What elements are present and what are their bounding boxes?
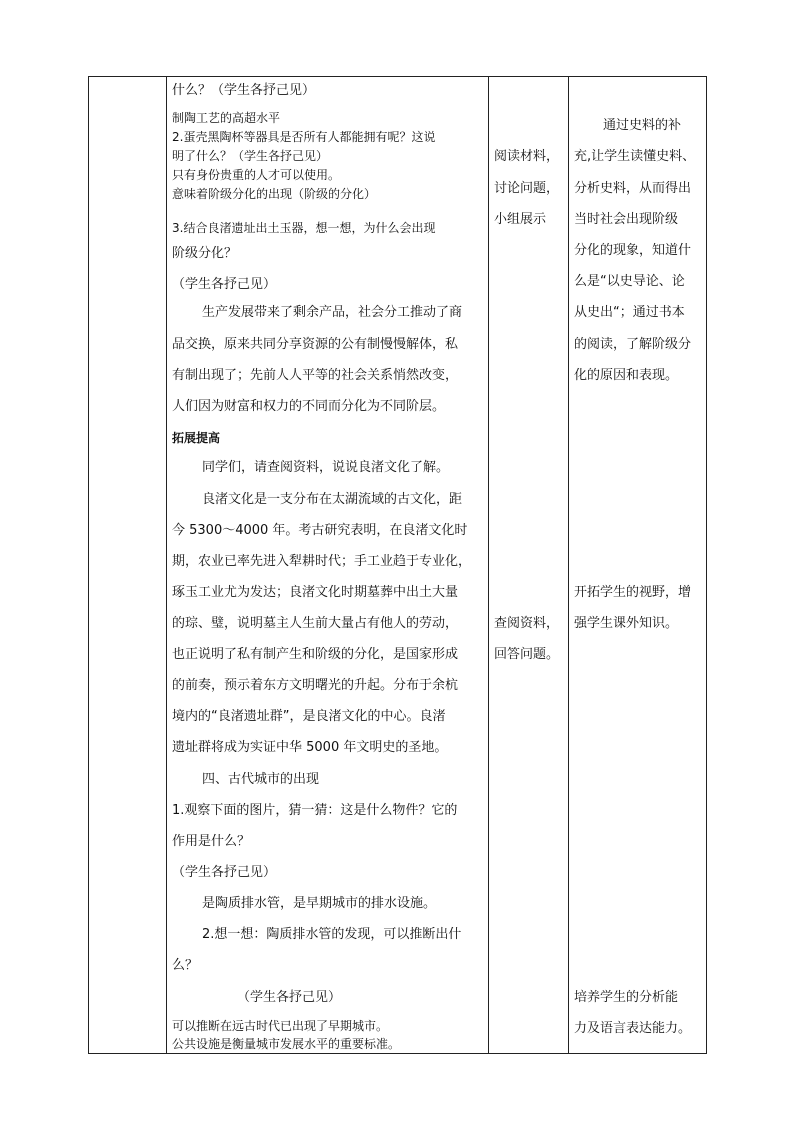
content-line: 意味着阶级分化的出现（阶级的分化） [172, 187, 377, 201]
content-paragraph-line: 今 5300～4000 年。考古研究表明，在良渚文化时 [172, 523, 468, 538]
table-left-border [88, 76, 89, 1054]
table-right-border [706, 76, 707, 1054]
content-paragraph-line: 有制出现了；先前人人平等的社会关系悄然改变， [172, 368, 459, 383]
content-line: 2.蛋壳黑陶杯等器具是否所有人都能拥有呢？这说 [172, 130, 436, 144]
intent-line: 开拓学生的视野，增 [574, 585, 692, 600]
content-line: （学生各抒己见） [237, 990, 342, 1005]
activity-line: 查阅资料， [494, 616, 560, 631]
column-divider-3 [568, 76, 569, 1054]
activity-line: 讨论问题， [494, 181, 560, 196]
column-divider-1 [166, 76, 167, 1054]
table-bottom-border [88, 1053, 707, 1054]
content-paragraph-line: 良渚文化是一支分布在太湖流域的古文化，距 [202, 492, 463, 507]
intent-line: 通过史料的补 [603, 118, 682, 133]
content-line: （学生各抒己见） [172, 865, 277, 880]
intent-line: 从史出“；通过书本 [574, 305, 685, 320]
content-line: 作用是什么？ [172, 834, 251, 849]
content-paragraph-line: 人们因为财富和权力的不同而分化为不同阶层。 [172, 399, 446, 414]
content-paragraph-line: 品交换，原来共同分享资源的公有制慢慢解体，私 [172, 337, 459, 352]
content-line: 2.想一想：陶质排水管的发现，可以推断出什 [202, 927, 462, 942]
intent-line: 培养学生的分析能 [574, 990, 679, 1005]
section-heading-extension: 拓展提高 [172, 431, 221, 445]
content-line: 什么？（学生各抒己见） [172, 83, 316, 98]
intent-line: 分化的现象，知道什 [574, 243, 692, 258]
content-paragraph-line: 的琮、璧，说明墓主人生前大量占有他人的劳动， [172, 616, 459, 631]
content-paragraph-line: 期，农业已率先进入犁耕时代；手工业趋于专业化， [172, 554, 472, 569]
table-top-border [88, 76, 707, 77]
column-divider-2 [488, 76, 489, 1054]
content-paragraph-line: 遗址群将成为实证中华 5000 年文明史的圣地。 [172, 740, 448, 755]
content-line: （学生各抒己见） [172, 277, 277, 292]
activity-line: 阅读材料， [494, 149, 560, 164]
intent-line: 充,让学生读懂史料、 [574, 149, 696, 164]
intent-line: 强学生课外知识。 [574, 616, 679, 631]
content-paragraph-line: 也正说明了私有制产生和阶级的分化，是国家形成 [172, 647, 459, 662]
content-line: 制陶工艺的高超水平 [172, 111, 281, 125]
intent-line: 当时社会出现阶级 [574, 212, 679, 227]
content-line: 只有身份贵重的人才可以使用。 [172, 168, 341, 182]
content-paragraph-line: 琢玉工业尤为发达；良渚文化时期墓葬中出土大量 [172, 585, 459, 600]
intent-line: 分析史料，从而得出 [574, 181, 692, 196]
content-line: 么？ [172, 958, 199, 973]
activity-line: 小组展示 [494, 212, 547, 227]
intent-line: 化的原因和表现。 [574, 368, 679, 383]
intent-line: 力及语言表达能力。 [574, 1021, 692, 1036]
content-line: 公共设施是衡量城市发展水平的重要标准。 [172, 1037, 401, 1051]
content-line: 阶级分化？ [172, 246, 238, 261]
content-paragraph-line: 的前奏，预示着东方文明曙光的升起。分布于余杭 [172, 678, 459, 693]
content-line: 同学们，请查阅资料，说说良渚文化了解。 [202, 460, 450, 475]
activity-line: 回答问题。 [494, 647, 560, 662]
content-line: 明了什么？（学生各抒己见） [172, 149, 329, 163]
content-paragraph-line: 生产发展带来了剩余产品，社会分工推动了商 [202, 305, 463, 320]
content-paragraph-line: 境内的“良渚遗址群”，是良渚文化的中心。良渚 [172, 709, 446, 724]
section-heading-ancient-cities: 四、古代城市的出现 [202, 772, 320, 787]
content-line: 1.观察下面的图片，猜一猜：这是什么物件？它的 [172, 803, 458, 818]
intent-line: 么是“以史导论、论 [574, 274, 685, 289]
content-line: 是陶质排水管，是早期城市的排水设施。 [202, 896, 437, 911]
intent-line: 的阅读，了解阶级分 [574, 337, 692, 352]
content-line: 3.结合良渚遗址出土玉器，想一想，为什么会出现 [172, 221, 436, 235]
content-line: 可以推断在远古时代已出现了早期城市。 [172, 1019, 389, 1033]
